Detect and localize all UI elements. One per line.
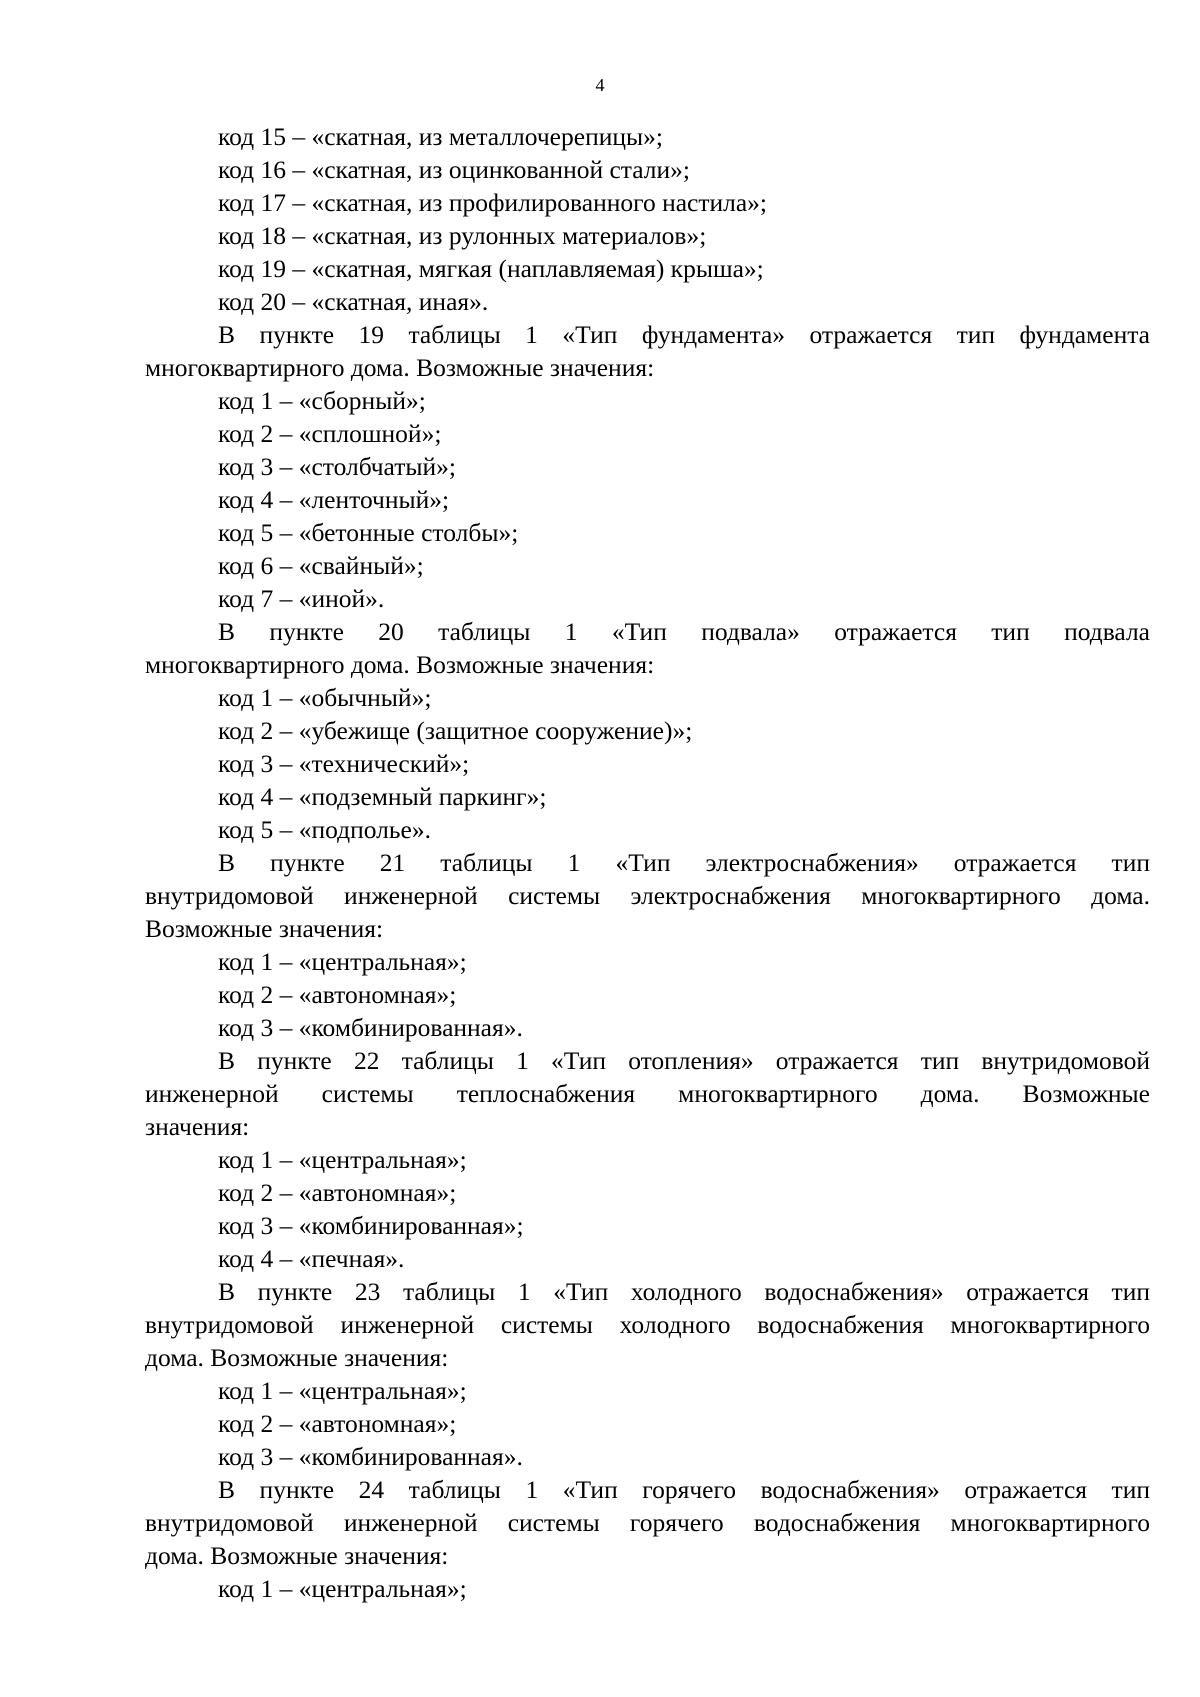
paragraph-line: внутридомовой инженерной системы электроснабжения многоквартирного дома.: [145, 881, 1150, 910]
list-item: код 17 – «скатная, из профилированного настила»;: [218, 188, 768, 217]
list-item: код 1 – «сборный»;: [218, 386, 426, 415]
paragraph-line: Возможные значения:: [145, 914, 384, 943]
list-item: код 3 – «комбинированная».: [218, 1013, 523, 1042]
list-item: код 3 – «комбинированная».: [218, 1442, 523, 1471]
list-item: код 4 – «печная».: [218, 1244, 405, 1273]
paragraph-line: инженерной системы теплоснабжения многоквартирного дома. Возможные: [145, 1079, 1150, 1108]
list-item: код 3 – «комбинированная»;: [218, 1211, 524, 1240]
list-item: код 1 – «центральная»;: [218, 1376, 467, 1405]
paragraph-line: В пункте 22 таблицы 1 «Тип отопления» отражается тип внутридомовой: [218, 1046, 1150, 1075]
paragraph-line: дома. Возможные значения:: [145, 1541, 449, 1570]
list-item: код 7 – «иной».: [218, 584, 385, 613]
list-item: код 6 – «свайный»;: [218, 551, 424, 580]
list-item: код 2 – «убежище (защитное сооружение)»;: [218, 716, 693, 745]
list-item: код 15 – «скатная, из металлочерепицы»;: [218, 122, 663, 151]
list-item: код 2 – «автономная»;: [218, 980, 457, 1009]
document-body: [145, 120, 1150, 1605]
list-item: код 4 – «подземный паркинг»;: [218, 782, 547, 811]
paragraph-line: внутридомовой инженерной системы горячего водоснабжения многоквартирного: [145, 1508, 1150, 1537]
paragraph-line: В пункте 24 таблицы 1 «Тип горячего водоснабжения» отражается тип: [218, 1475, 1150, 1504]
paragraph-line: В пункте 21 таблицы 1 «Тип электроснабжения» отражается тип: [218, 848, 1150, 877]
heating-paragraph: [145, 1044, 1150, 1143]
list-item: код 18 – «скатная, из рулонных материалов»;: [218, 221, 707, 250]
basement-paragraph: [145, 615, 1150, 681]
foundation-paragraph: [145, 318, 1150, 384]
power-supply-code-list: [145, 945, 1150, 1044]
roof-type-code-list: [145, 120, 1150, 318]
cold-water-paragraph: [145, 1275, 1150, 1374]
list-item: код 1 – «центральная»;: [218, 1574, 467, 1603]
foundation-code-list: [145, 384, 1150, 615]
list-item: код 4 – «ленточный»;: [218, 485, 450, 514]
paragraph-line: В пункте 20 таблицы 1 «Тип подвала» отражается тип подвала: [218, 617, 1150, 646]
list-item: код 3 – «столбчатый»;: [218, 452, 456, 481]
list-item: код 2 – «автономная»;: [218, 1409, 457, 1438]
paragraph-line: дома. Возможные значения:: [145, 1343, 449, 1372]
list-item: код 3 – «технический»;: [218, 749, 470, 778]
list-item: код 1 – «обычный»;: [218, 683, 432, 712]
paragraph-line: значения:: [145, 1112, 250, 1141]
list-item: код 20 – «скатная, иная».: [218, 287, 489, 316]
hot-water-paragraph: [145, 1473, 1150, 1572]
list-item: код 5 – «подполье».: [218, 815, 431, 844]
list-item: код 1 – «центральная»;: [218, 947, 467, 976]
cold-water-code-list: [145, 1374, 1150, 1473]
list-item: код 16 – «скатная, из оцинкованной стали»;: [218, 155, 691, 184]
paragraph-line: многоквартирного дома. Возможные значения:: [145, 353, 655, 382]
list-item: код 2 – «сплошной»;: [218, 419, 442, 448]
basement-code-list: [145, 681, 1150, 846]
hot-water-code-list: [145, 1572, 1150, 1605]
page-number: 4: [595, 75, 605, 95]
list-item: код 1 – «центральная»;: [218, 1145, 467, 1174]
paragraph-line: многоквартирного дома. Возможные значения:: [145, 650, 655, 679]
power-supply-paragraph: [145, 846, 1150, 945]
paragraph-line: В пункте 19 таблицы 1 «Тип фундамента» отражается тип фундамента: [218, 320, 1150, 349]
paragraph-line: внутридомовой инженерной системы холодного водоснабжения многоквартирного: [145, 1310, 1150, 1339]
paragraph-line: В пункте 23 таблицы 1 «Тип холодного водоснабжения» отражается тип: [218, 1277, 1150, 1306]
list-item: код 5 – «бетонные столбы»;: [218, 518, 519, 547]
list-item: код 2 – «автономная»;: [218, 1178, 457, 1207]
heating-code-list: [145, 1143, 1150, 1275]
list-item: код 19 – «скатная, мягкая (наплавляемая) крыша»;: [218, 254, 764, 283]
